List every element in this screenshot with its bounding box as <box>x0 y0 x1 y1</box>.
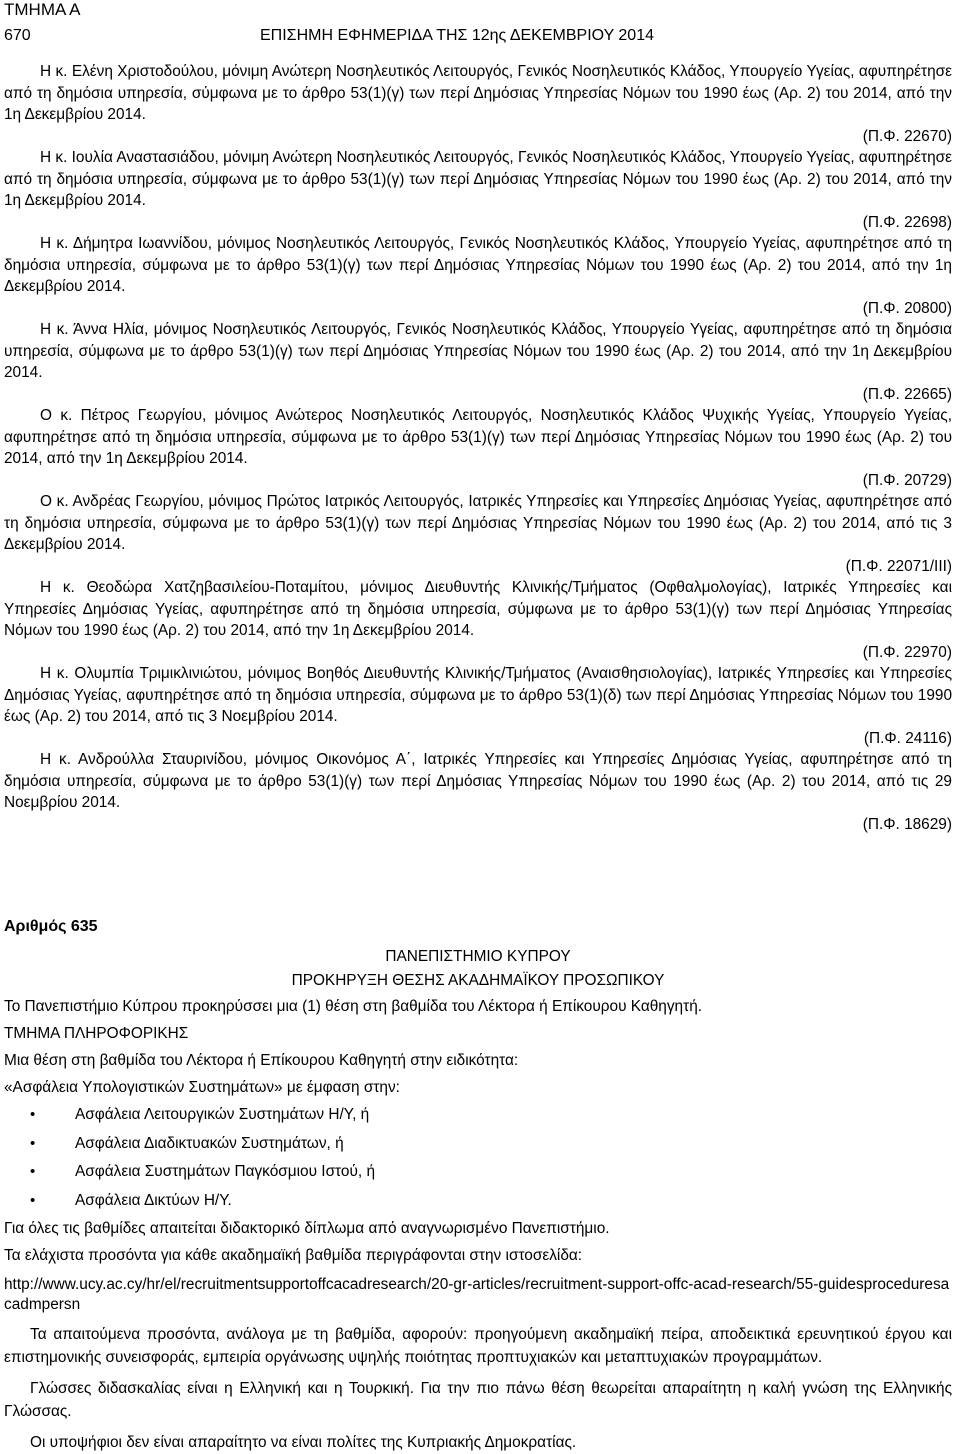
specialty-text: «Ασφάλεια Υπολογιστικών Συστημάτων» με έμφαση στην: <box>4 1079 400 1096</box>
notice-text: Η κ. Ελένη Χριστοδούλου, μόνιμη Ανώτερη Νοσηλευτικός Λειτουργός, Γενικός Νοσηλευτικός Κλάδος, Υπουργείο Υγείας, αφυπηρέτησε από τη δημόσια υπηρεσία, σύμφωνα με το άρθρο 53(1)(γ) των περί Δημόσιας Υπηρεσίας Νόμων του 1990 έως (Αρ. 2) του 2014, από την 1η Δεκεμβρίου 2014. <box>4 63 952 123</box>
position-text: Μια θέση στη βαθμίδα του Λέκτορα ή Επίκουρου Καθηγητή στην ειδικότητα: <box>4 1052 519 1069</box>
notice-text: Η κ. Θεοδώρα Χατζηβασιλείου-Ποταμίτου, μόνιμος Διευθυντής Κλινικής/Τμήματος (Οφθαλμολογίας), Ιατρικές Υπηρεσίες και Υπηρεσίες Δημόσιας Υγείας, αφυπηρέτησε από τη δημόσια υπηρεσία, σύμφωνα με το άρθρο 53(1)(γ) των περί Δημόσιας Υπηρεσίας Νόμων του 1990 έως (Αρ. 2) του 2014, από την 1η Δεκεμβρίου 2014. <box>4 579 952 639</box>
notice-item <box>4 319 952 405</box>
notice-item <box>4 491 952 577</box>
notice-file-number: (Π.Φ. 22670) <box>862 127 952 145</box>
qualifications-intro: Τα ελάχιστα προσόντα για κάθε ακαδημαϊκή βαθμίδα περιγράφονται στην ιστοσελίδα: <box>4 1247 583 1264</box>
notice-item <box>4 233 952 319</box>
notice-file-number: (Π.Φ. 22698) <box>862 213 952 231</box>
list-item: • Ασφάλεια Λειτουργικών Συστημάτων Η/Υ, ή <box>4 1101 952 1130</box>
required-qualifications: Τα απαιτούμενα προσόντα, ανάλογα με τη βαθμίδα, αφορούν: προηγούμενη ακαδημαϊκή πείρα, αποδεικτικά ερευνητικού έργου και επιστημονικής συνεισφοράς, εμπειρία οργάνωσης υψηλής ποιότητας προπτυχιακών και μεταπτυχιακών προγραμμάτων. <box>4 1326 952 1366</box>
university-name: ΠΑΝΕΠΙΣΤΗΜΙΟ ΚΥΠΡΟΥ <box>385 948 571 965</box>
announcement-title: ΠΡΟΚΗΡΥΞΗ ΘΕΣΗΣ ΑΚΑΔΗΜΑΪΚΟΥ ΠΡΟΣΩΠΙΚΟΥ <box>291 972 665 989</box>
notice-file-number: (Π.Φ. 20729) <box>862 471 952 489</box>
university-announcement <box>4 917 952 1454</box>
doctorate-text: Για όλες τις βαθμίδες απαιτείται διδακτορικό δίπλωμα από αναγνωρισμένο Πανεπιστήμιο. <box>4 1220 610 1237</box>
notice-text: Η κ. Δήμητρα Ιωαννίδου, μόνιμος Νοσηλευτικός Λειτουργός, Γενικός Νοσηλευτικός Κλάδος, Υπουργείο Υγείας, αφυπηρέτησε από τη δημόσια υπηρεσία, σύμφωνα με το άρθρο 53(1)(γ) των περί Δημόσιας Υπηρεσίας Νόμων του 1990 έως (Αρ. 2) του 2014, από την 1η Δεκεμβρίου 2014. <box>4 235 952 295</box>
article-number: Αριθμός 635 <box>4 918 98 935</box>
notice-item <box>4 147 952 233</box>
notice-text: Η κ. Άννα Ηλία, μόνιμος Νοσηλευτικός Λειτουργός, Γενικός Νοσηλευτικός Κλάδος, Υπουργείο Υγείας, αφυπηρέτησε από τη δημόσια υπηρεσία, σύμφωνα με το άρθρο 53(1)(γ) των περί Δημόσιας Υπηρεσίας Νόμων του 1990 έως (Αρ. 2) του 2014, από την 1η Δεκεμβρίου 2014. <box>4 321 952 381</box>
section-label: ΤΜΗΜΑ Α <box>4 0 81 19</box>
languages-text: Γλώσσες διδασκαλίας είναι η Ελληνική και η Τουρκική. Για την πιο πάνω θέση θεωρείται απαραίτητη η καλή γνώση της Ελληνικής Γλώσσας. <box>4 1380 952 1420</box>
notice-text: Η κ. Ολυμπία Τριμικλινιώτου, μόνιμος Βοηθός Διευθυντής Κλινικής/Τμήματος (Αναισθησιολογίας), Ιατρικές Υπηρεσίες και Υπηρεσίες Δημόσιας Υγείας, αφυπηρέτησε από τη δημόσια υπηρεσία, σύμφωνα με το άρθρο 53(1)(δ) των περί Δημόσιας Υπηρεσίας Νόμων του 1990 έως (Αρ. 2) του 2014, από τις 3 Νοεμβρίου 2014. <box>4 665 952 725</box>
notice-item <box>4 663 952 749</box>
notice-text: Ο κ. Ανδρέας Γεωργίου, μόνιμος Πρώτος Ιατρικός Λειτουργός, Ιατρικές Υπηρεσίες και Υπηρεσίες Δημόσιας Υγείας, αφυπηρέτησε από τη δημόσια υπηρεσία, σύμφωνα με το άρθρο 53(1)(γ) των περί Δημόσιας Υπηρεσίας Νόμων του 1990 έως (Αρ. 2) του 2014, από τις 3 Δεκεμβρίου 2014. <box>4 493 952 553</box>
retirement-notices <box>4 61 952 835</box>
notice-text: Η κ. Ιουλία Αναστασιάδου, μόνιμη Ανώτερη Νοσηλευτικός Λειτουργός, Γενικός Νοσηλευτικός Κλάδος, Υπουργείο Υγείας, αφυπηρέτησε από τη δημόσια υπηρεσία, σύμφωνα με το άρθρο 53(1)(γ) των περί Δημόσιας Υπηρεσίας Νόμων του 1990 έως (Αρ. 2) του 2014, από την 1η Δεκεμβρίου 2014. <box>4 149 952 209</box>
page-number: 670 <box>4 27 31 44</box>
notice-file-number: (Π.Φ. 22665) <box>862 385 952 403</box>
notice-file-number: (Π.Φ. 20800) <box>862 299 952 317</box>
page-header <box>4 25 952 47</box>
notice-file-number: (Π.Φ. 18629) <box>862 815 952 833</box>
department-name: ΤΜΗΜΑ ΠΛΗΡΟΦΟΡΙΚΗΣ <box>4 1025 189 1042</box>
notice-text: Η κ. Ανδρούλλα Σταυρινίδου, μόνιμος Οικονόμος Α΄, Ιατρικές Υπηρεσίες και Υπηρεσίες Δημόσιας Υγείας, αφυπηρέτησε από τη δημόσια υπηρεσία, σύμφωνα με το άρθρο 53(1)(γ) των περί Δημόσιας Υπηρεσίας Νόμων του 1990 έως (Αρ. 2) του 2014, από τις 29 Νοεμβρίου 2014. <box>4 751 952 811</box>
notice-item <box>4 61 952 147</box>
notice-file-number: (Π.Φ. 22970) <box>862 643 952 661</box>
intro-text: Το Πανεπιστήμιο Κύπρου προκηρύσσει μια (1) θέση στη βαθμίδα του Λέκτορα ή Επίκουρου Καθηγητή. <box>4 998 703 1015</box>
gazette-title: ΕΠΙΣΗΜΗ ΕΦΗΜΕΡΙΔΑ ΤΗΣ 12ης ΔΕΚΕΜΒΡΙΟΥ 2014 <box>260 27 654 44</box>
notice-file-number: (Π.Φ. 22071/ΙΙΙ) <box>845 557 952 575</box>
notice-text: Ο κ. Πέτρος Γεωργίου, μόνιμος Ανώτερος Νοσηλευτικός Λειτουργός, Νοσηλευτικός Κλάδος Ψυχικής Υγείας, Υπουργείο Υγείας, αφυπηρέτησε από τη δημόσια υπηρεσία, σύμφωνα με το άρθρο 53(1)(γ) των περί Δημόσιας Υπηρεσίας Νόμων του 1990 έως (Αρ. 2) του 2014, από την 1η Δεκεμβρίου 2014. <box>4 407 952 467</box>
specialty-list <box>4 1101 952 1215</box>
list-item: • Ασφάλεια Διαδικτυακών Συστημάτων, ή <box>4 1130 952 1159</box>
qualifications-link[interactable]: http://www.ucy.ac.cy/hr/el/recruitmentsupportoffcacadresearch/20-gr-articles/recruitment-support-offc-acad-research/55-guidesproceduresacadmpersn <box>4 1276 950 1313</box>
list-item: • Ασφάλεια Δικτύων Η/Υ. <box>4 1187 952 1216</box>
notice-item <box>4 749 952 835</box>
citizenship-text: Οι υποψήφιοι δεν είναι απαραίτητο να είναι πολίτες της Κυπριακής Δημοκρατίας. <box>30 1434 577 1451</box>
list-item: • Ασφάλεια Συστημάτων Παγκόσμιου Ιστού, ή <box>4 1158 952 1187</box>
notice-file-number: (Π.Φ. 24116) <box>863 729 952 747</box>
notice-item <box>4 405 952 491</box>
notice-item <box>4 577 952 663</box>
